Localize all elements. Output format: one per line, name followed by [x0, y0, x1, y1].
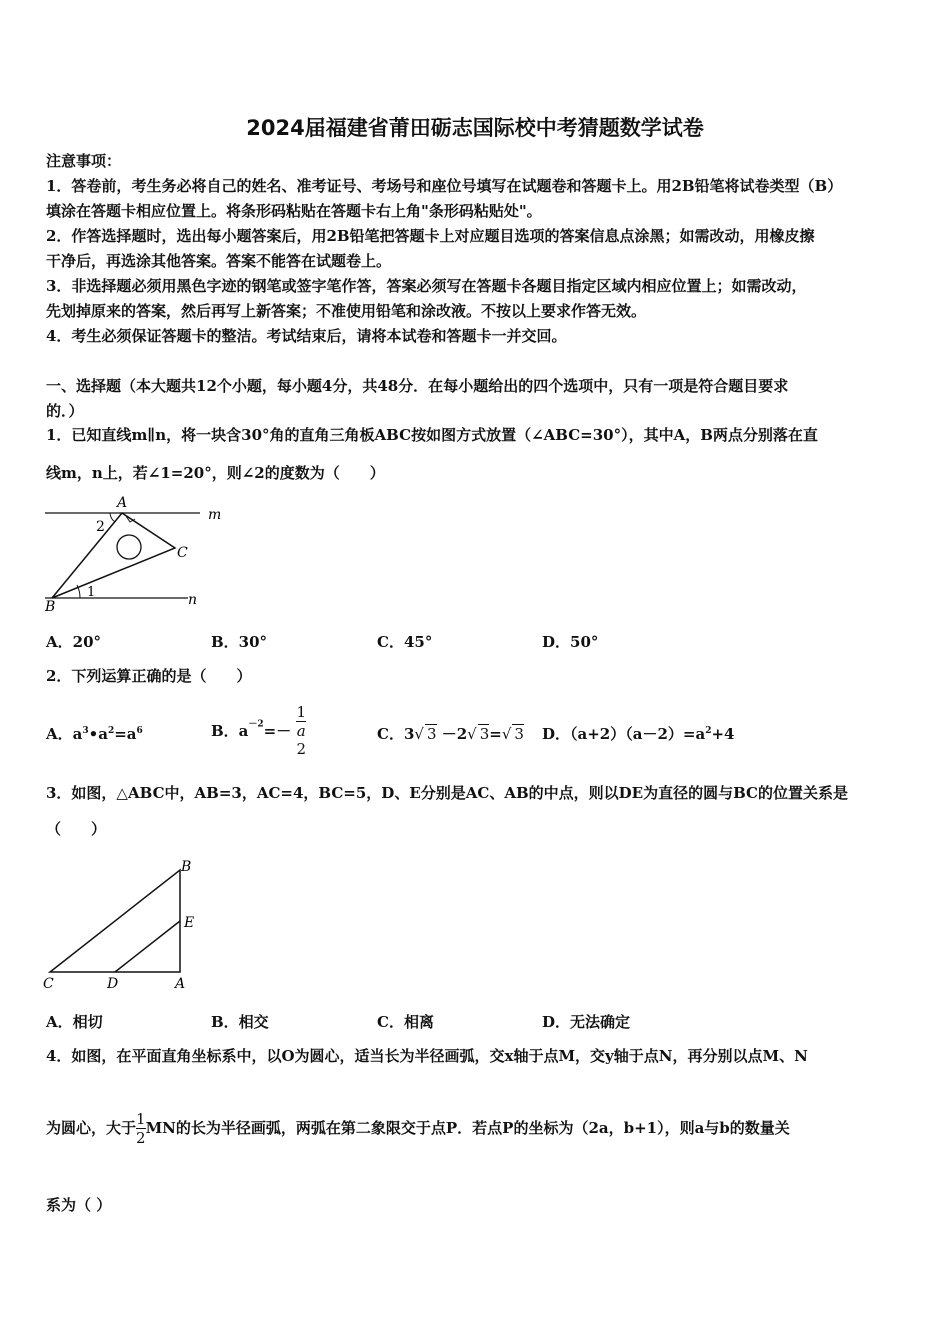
question-4-stem: 系为（ ）	[46, 1196, 112, 1214]
question-3-option-a[interactable]: A．相切	[46, 1013, 103, 1031]
label-b: B	[181, 859, 192, 875]
notice-line: 2．作答选择题时，选出每小题答案后，用2B铅笔把答题卡上对应题目选项的答案信息点涂黑；如需改动，用橡皮擦	[46, 227, 815, 245]
triangle-hole	[117, 535, 141, 559]
notice-line: 4．考生必须保证答题卡的整洁。考试结束后，请将本试卷和答题卡一并交回。	[46, 327, 567, 345]
question-3-option-c[interactable]: C．相离	[377, 1013, 434, 1031]
notice-line: 1．答卷前，考生务必将自己的姓名、准考证号、考场号和座位号填写在试题卷和答题卡上。用2B铅笔将试卷类型（B）	[46, 177, 843, 195]
exam-title: 2024届福建省莆田砺志国际校中考猜题数学试卷	[246, 116, 704, 140]
label-d: D	[107, 976, 119, 992]
question-3-option-b[interactable]: B．相交	[211, 1013, 269, 1031]
label-2: 2	[96, 519, 105, 535]
question-3-stem: （ ）	[46, 820, 107, 838]
segment-de	[115, 921, 180, 972]
angle-2-arc	[110, 513, 115, 522]
fraction: 1 a 2	[296, 703, 307, 758]
label-c: C	[177, 545, 188, 561]
question-2-option-c[interactable]: C．3√ 3 －2√ 3=√ 3	[377, 725, 524, 743]
question-3-figure	[40, 853, 210, 998]
triangle-abc	[50, 870, 180, 972]
notice-line: 先划掉原来的答案，然后再写上新答案；不准使用铅笔和涂改液。不按以上要求作答无效。	[46, 302, 647, 320]
question-4-stem: 为圆心，大于 $\frac{1}{2}$ MN的长为半径画弧，两弧在第二象限交于点P．若点P的坐标为（2a，b+1），则a与b的数量关	[46, 1110, 790, 1147]
question-1-stem: 线m，n上，若∠1=20°，则∠2的度数为（ ）	[46, 464, 385, 482]
section-header: 一、选择题（本大题共12个小题，每小题4分，共48分．在每小题给出的四个选项中，只有一项是符合题目要求	[46, 377, 789, 395]
question-1-figure	[40, 492, 240, 617]
question-1-option-c[interactable]: C．45°	[377, 633, 433, 651]
question-1-option-b[interactable]: B．30°	[211, 633, 268, 651]
label-n: n	[188, 592, 198, 608]
notice-line: 3．非选择题必须用黑色字迹的钢笔或签字笔作答，答案必须写在答题卡各题目指定区域内相应位置上；如需改动，	[46, 277, 807, 295]
label-c: C	[43, 976, 54, 992]
label-b: B	[45, 599, 56, 615]
fraction-half: $\frac{1}{2}$	[136, 1110, 146, 1147]
question-2-option-d[interactable]: D．$(a+2)(a-2)=a^2+4$	[542, 725, 735, 743]
section-header: 的．）	[46, 402, 84, 420]
question-2-stem: 2．下列运算正确的是（ ）	[46, 667, 252, 685]
label-a: A	[117, 495, 128, 511]
notice-line: 填涂在答题卡相应位置上。将条形码粘贴在答题卡右上角"条形码粘贴处"。	[46, 202, 542, 220]
question-3-stem: 3．如图，△ABC中，AB=3，AC=4，BC=5，D、E分别是AC、AB的中点，则以DE为直径的圆与BC的位置关系是	[46, 784, 848, 802]
notice-line: 干净后，再选涂其他答案。答案不能答在试题卷上。	[46, 252, 392, 270]
triangle-abc	[52, 513, 175, 598]
question-1-option-a[interactable]: A．20°	[46, 633, 102, 651]
question-1-option-d[interactable]: D．50°	[542, 633, 599, 651]
question-4-stem: 4．如图，在平面直角坐标系中，以O为圆心，适当长为半径画弧，交x轴于点M，交y轴于点N，再分别以点M、N	[46, 1047, 808, 1065]
label-a: A	[175, 976, 186, 992]
question-2-option-b[interactable]: B．$a^{-2}=-$ 1 a 2	[211, 703, 307, 758]
question-2-option-a[interactable]: A．$a^3•a^2=a^6$	[46, 725, 143, 743]
question-3-option-d[interactable]: D．无法确定	[542, 1013, 631, 1031]
label-m: m	[208, 507, 222, 523]
notice-heading: 注意事项：	[46, 152, 122, 170]
label-1: 1	[87, 585, 96, 600]
label-e: E	[184, 915, 195, 931]
question-1-stem: 1．已知直线m∥n，将一块含30°角的直角三角板ABC按如图方式放置（∠ABC=30°），其中A，B两点分别落在直	[46, 426, 818, 444]
